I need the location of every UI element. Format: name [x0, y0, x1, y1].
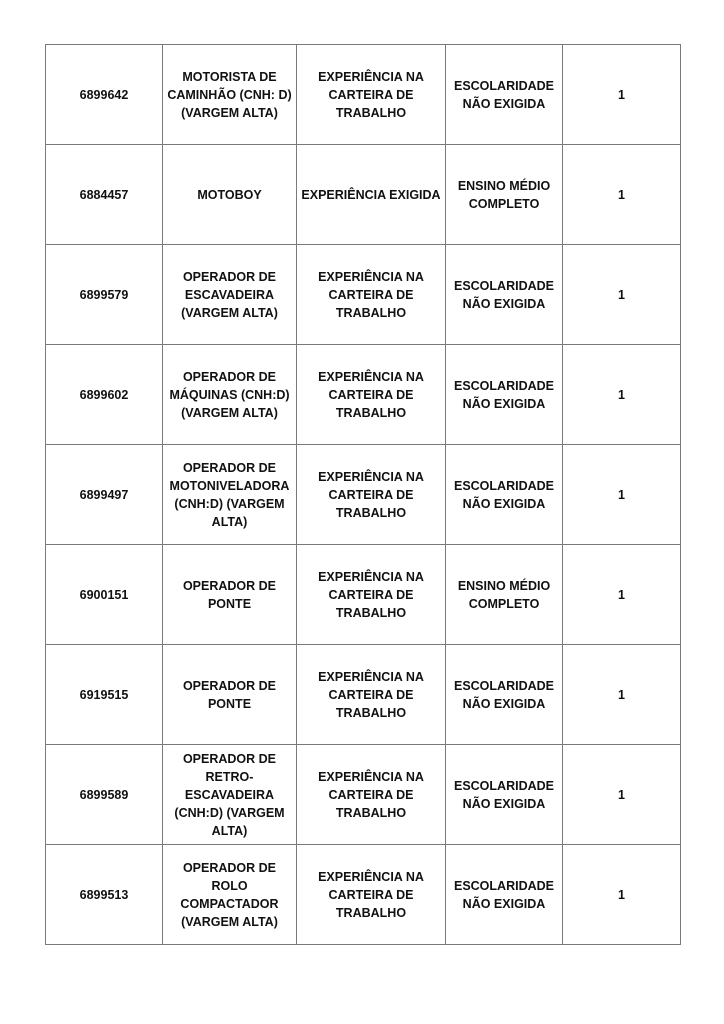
education-cell: ESCOLARIDADE NÃO EXIGIDA [446, 345, 563, 445]
job-title-cell: OPERADOR DE MÁQUINAS (CNH:D) (VARGEM ALTA) [163, 345, 297, 445]
job-title-cell: MOTORISTA DE CAMINHÃO (CNH: D) (VARGEM ALTA) [163, 45, 297, 145]
vacancy-code-cell: 6899579 [46, 245, 163, 345]
education-cell: ESCOLARIDADE NÃO EXIGIDA [446, 845, 563, 945]
job-vacancies-table [45, 44, 681, 945]
experience-cell: EXPERIÊNCIA NA CARTEIRA DE TRABALHO [297, 245, 446, 345]
table-row [46, 145, 681, 245]
vacancy-code-cell: 6919515 [46, 645, 163, 745]
job-title-cell: OPERADOR DE RETRO- ESCAVADEIRA (CNH:D) (VARGEM ALTA) [163, 745, 297, 845]
vacancy-code-cell: 6900151 [46, 545, 163, 645]
experience-cell: EXPERIÊNCIA NA CARTEIRA DE TRABALHO [297, 45, 446, 145]
vacancy-code-cell: 6899589 [46, 745, 163, 845]
job-title-cell: OPERADOR DE PONTE [163, 645, 297, 745]
quantity-cell: 1 [563, 845, 681, 945]
experience-cell: EXPERIÊNCIA NA CARTEIRA DE TRABALHO [297, 445, 446, 545]
table-row [46, 45, 681, 145]
education-cell: ESCOLARIDADE NÃO EXIGIDA [446, 45, 563, 145]
education-cell: ENSINO MÉDIO COMPLETO [446, 545, 563, 645]
job-vacancies-body [46, 45, 681, 945]
quantity-cell: 1 [563, 445, 681, 545]
experience-cell: EXPERIÊNCIA NA CARTEIRA DE TRABALHO [297, 745, 446, 845]
vacancy-code-cell: 6899602 [46, 345, 163, 445]
experience-cell: EXPERIÊNCIA NA CARTEIRA DE TRABALHO [297, 645, 446, 745]
job-title-cell: OPERADOR DE ESCAVADEIRA (VARGEM ALTA) [163, 245, 297, 345]
education-cell: ESCOLARIDADE NÃO EXIGIDA [446, 445, 563, 545]
experience-cell: EXPERIÊNCIA EXIGIDA [297, 145, 446, 245]
job-title-cell: OPERADOR DE MOTONIVELADORA (CNH:D) (VARGEM ALTA) [163, 445, 297, 545]
quantity-cell: 1 [563, 145, 681, 245]
quantity-cell: 1 [563, 645, 681, 745]
table-row [46, 345, 681, 445]
table-row [46, 745, 681, 845]
job-title-cell: OPERADOR DE ROLO COMPACTADOR (VARGEM ALTA) [163, 845, 297, 945]
table-row [46, 645, 681, 745]
table-row [46, 245, 681, 345]
experience-cell: EXPERIÊNCIA NA CARTEIRA DE TRABALHO [297, 845, 446, 945]
quantity-cell: 1 [563, 345, 681, 445]
quantity-cell: 1 [563, 245, 681, 345]
experience-cell: EXPERIÊNCIA NA CARTEIRA DE TRABALHO [297, 545, 446, 645]
table-row [46, 445, 681, 545]
job-title-cell: MOTOBOY [163, 145, 297, 245]
table-row [46, 545, 681, 645]
table-row [46, 845, 681, 945]
quantity-cell: 1 [563, 745, 681, 845]
vacancy-code-cell: 6899497 [46, 445, 163, 545]
job-title-cell: OPERADOR DE PONTE [163, 545, 297, 645]
quantity-cell: 1 [563, 545, 681, 645]
vacancy-code-cell: 6899642 [46, 45, 163, 145]
education-cell: ENSINO MÉDIO COMPLETO [446, 145, 563, 245]
education-cell: ESCOLARIDADE NÃO EXIGIDA [446, 645, 563, 745]
vacancy-code-cell: 6899513 [46, 845, 163, 945]
vacancy-code-cell: 6884457 [46, 145, 163, 245]
education-cell: ESCOLARIDADE NÃO EXIGIDA [446, 245, 563, 345]
experience-cell: EXPERIÊNCIA NA CARTEIRA DE TRABALHO [297, 345, 446, 445]
quantity-cell: 1 [563, 45, 681, 145]
education-cell: ESCOLARIDADE NÃO EXIGIDA [446, 745, 563, 845]
